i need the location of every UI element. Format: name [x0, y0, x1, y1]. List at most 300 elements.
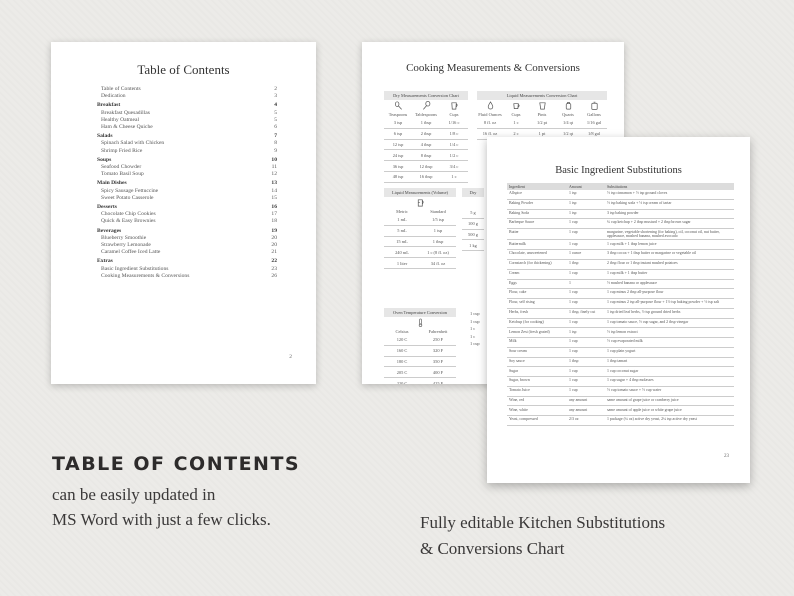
- liquid-icons: [477, 100, 607, 111]
- table-cell: 16 tbsp: [419, 174, 433, 180]
- ingredient-cell: Allspice: [507, 190, 567, 199]
- table-cell: 1/2 c: [449, 152, 459, 158]
- table-row: [507, 328, 734, 338]
- measuring-jug-icon: [416, 198, 425, 207]
- substitution-cell: ½ tsp baking soda + ½ tsp cream of tartar: [605, 199, 734, 209]
- thermometer-icon: [416, 318, 425, 327]
- toc-entry-label: Seafood Chowder: [101, 164, 142, 171]
- substitution-cell: 1 tbsp tamari: [605, 357, 734, 367]
- amount-cell: 1 cup: [567, 289, 605, 299]
- dry-icons: [384, 100, 468, 111]
- toc-entry-page: 12: [271, 171, 277, 178]
- table-row: [384, 140, 468, 151]
- toc-entry-label: Main Dishes: [97, 180, 127, 187]
- table-row: [507, 416, 734, 426]
- table-cell: 1 c (8 fl. oz): [427, 249, 449, 255]
- amount-cell: any amount: [567, 396, 605, 406]
- toc-section: [97, 180, 277, 187]
- table-cell: 220 C: [396, 380, 408, 384]
- table-cell: 34 fl. oz: [430, 260, 446, 266]
- substitution-cell: same amount of grape juice or cranberry juice: [605, 396, 734, 406]
- toc-entry-page: 5: [274, 116, 277, 123]
- substitution-cell: 3 tsp baking powder: [605, 209, 734, 219]
- substitutions-title: Basic Ingredient Substitutions: [555, 165, 682, 176]
- table-row: [477, 118, 607, 129]
- table-row: [507, 318, 734, 328]
- table-cell: 350 F: [432, 358, 444, 364]
- toc-section: [97, 204, 277, 211]
- amount-cell: 1 cup: [567, 386, 605, 396]
- toc-entry: [97, 110, 277, 117]
- table-cell: 1/16 gal: [586, 120, 602, 126]
- table-cell: 3/4 c: [449, 163, 459, 169]
- column-header: Tablespoons: [415, 112, 437, 117]
- toc-entry: [97, 211, 277, 218]
- conversions-title: Cooking Measurements & Conversions: [406, 62, 580, 74]
- table-cell: 12 tbsp: [419, 163, 433, 169]
- col-ingredient: Ingredient: [507, 183, 567, 190]
- toc-entry-page: 18: [271, 218, 277, 225]
- col-amount: Amount: [567, 183, 605, 190]
- table-row: [462, 219, 484, 230]
- substitution-cell: 1 cup tomato sauce, ½ cup sugar, and 2 tbsp vinegar: [605, 318, 734, 328]
- table-cell: 1 tbsp: [432, 238, 444, 244]
- oven-heading: Oven Temperature Conversion: [384, 308, 456, 317]
- liquid-measurements-table: [477, 91, 607, 140]
- column-header: Standard: [430, 209, 446, 214]
- toc-entry: [97, 148, 277, 155]
- table-cell: 425 F: [432, 380, 444, 384]
- liquid-volume-rows: [384, 215, 456, 269]
- table-cell: 1/2 pt: [536, 120, 548, 126]
- table-row: [507, 279, 734, 289]
- toc-entry: [97, 124, 277, 131]
- amount-cell: 1 cup: [567, 377, 605, 387]
- table-row: [384, 346, 456, 357]
- ingredient-cell: Flour, cake: [507, 289, 567, 299]
- ingredient-cell: Milk: [507, 338, 567, 348]
- toc-list: [97, 86, 277, 280]
- table-row: [507, 190, 734, 199]
- ingredient-cell: Chocolate, unsweetened: [507, 250, 567, 260]
- toc-entry: [97, 171, 277, 178]
- ingredient-cell: Cornstarch (for thickening): [507, 259, 567, 269]
- fragment-text: 1 cup: [470, 341, 480, 346]
- ingredient-cell: Soy sauce: [507, 357, 567, 367]
- toc-section: [97, 157, 277, 164]
- toc-section: [97, 133, 277, 140]
- toc-entry-label: Quick & Easy Brownies: [101, 218, 156, 225]
- substitution-cell: 1 cup coconut sugar: [605, 367, 734, 377]
- table-cell: 3 tsp: [393, 120, 403, 126]
- substitutions-table: [507, 183, 734, 426]
- dry-weight-heading: Dry: [462, 188, 484, 197]
- toc-entry: [97, 249, 277, 256]
- substitution-cell: 1 package (¼ oz) active dry yeast, 2¼ tsp active dry yeast: [605, 416, 734, 426]
- toc-entry-label: Basic Ingredient Substitutions: [101, 265, 169, 272]
- teaspoon-icon: [394, 101, 403, 110]
- amount-cell: 1 cup: [567, 219, 605, 229]
- toc-title: Table of Contents: [137, 62, 230, 77]
- toc-entry-label: Table of Contents: [101, 86, 141, 92]
- dry-measurements-table: [384, 91, 468, 183]
- substitution-cell: 1 cup minus 2 tbsp all-purpose flour: [605, 289, 734, 299]
- table-cell: 1 mL: [397, 217, 407, 223]
- amount-cell: 1 tbsp: [567, 259, 605, 269]
- toc-entry-page: 7: [274, 133, 277, 140]
- toc-entry-page: 20: [271, 242, 277, 249]
- oven-rows: [384, 335, 456, 384]
- amount-cell: 1 cup: [567, 229, 605, 240]
- table-cell: 8 tbsp: [420, 152, 432, 158]
- table-row: [507, 289, 734, 299]
- amount-cell: 1 tsp: [567, 199, 605, 209]
- substitutions-page: [487, 137, 750, 483]
- dry-weight-table: [462, 188, 484, 251]
- toc-entry-label: Breakfast: [97, 102, 121, 109]
- liquid-volume-table: [384, 188, 456, 269]
- table-cell: 400 F: [432, 369, 444, 375]
- ingredient-cell: Flour, self rising: [507, 299, 567, 309]
- table-cell: 1 c: [451, 174, 457, 180]
- table-cell: 1 tbsp: [420, 120, 432, 126]
- substitution-cell: ½ cup tomato sauce + ½ cup water: [605, 386, 734, 396]
- oven-icons: [384, 317, 456, 328]
- table-row: [462, 208, 484, 219]
- table-row: [384, 335, 456, 346]
- fragment-text: 1 c: [470, 326, 476, 331]
- toc-entry-page: 3: [274, 93, 277, 100]
- caption-line-3: Fully editable Kitchen Substitutions: [420, 513, 666, 532]
- caption-line-1: can be easily updated in: [52, 485, 216, 504]
- toc-entry-label: Blueberry Smoothie: [101, 234, 147, 241]
- toc-entry-page: 13: [271, 180, 277, 187]
- toc-page-number: 2: [289, 354, 292, 360]
- toc-entry-page: 11: [271, 164, 277, 171]
- column-header: Celsius: [395, 329, 409, 334]
- table-row: [384, 118, 468, 129]
- toc-entry: [97, 266, 277, 273]
- column-header: Teaspoons: [388, 112, 408, 117]
- table-cell: 1 kg: [469, 242, 477, 248]
- toc-page: [51, 42, 316, 384]
- table-row: [507, 347, 734, 357]
- measuring-cup-icon: [450, 101, 459, 110]
- table-cell: 500 g: [468, 231, 478, 237]
- toc-entry-page: 15: [271, 194, 277, 201]
- amount-cell: 1 cup: [567, 318, 605, 328]
- toc-entry-page: 17: [271, 211, 277, 218]
- toc-entry-label: Breakfast Quesadillas: [101, 109, 150, 116]
- toc-entry-label: Desserts: [97, 204, 117, 211]
- toc-entry: [97, 164, 277, 171]
- table-row: [507, 357, 734, 367]
- table-row: [462, 230, 484, 241]
- table-cell: 5 mL: [397, 228, 407, 234]
- column-header: Fluid Ounces: [478, 112, 502, 117]
- table-row: [384, 161, 468, 172]
- substitution-cell: 1 cup minus 2 tsp all-purpose flour + 1½ tsp baking powder + ½ tsp salt: [605, 299, 734, 309]
- table-row: [384, 226, 456, 237]
- toc-entry: [97, 140, 277, 147]
- toc-entry: [97, 117, 277, 124]
- toc-section: [97, 102, 277, 109]
- cup-icon: [512, 101, 521, 110]
- toc-section: [97, 228, 277, 235]
- amount-cell: 1 cup: [567, 338, 605, 348]
- ingredient-cell: Sugar, brown: [507, 377, 567, 387]
- table-cell: 240 mL: [395, 249, 409, 255]
- dry-weight-rows: [462, 208, 484, 251]
- substitution-cell: 1 cup milk + 1 tbsp butter: [605, 269, 734, 279]
- substitution-cell: ½ cup evaporated milk: [605, 338, 734, 348]
- table-cell: 100 g: [468, 221, 478, 227]
- table-cell: 24 tsp: [392, 152, 404, 158]
- table-cell: 15 mL: [396, 238, 408, 244]
- ingredient-cell: Eggs: [507, 279, 567, 289]
- toc-section: [97, 258, 277, 265]
- toc-entry-page: 23: [271, 265, 277, 272]
- table-cell: 180 C: [396, 358, 408, 364]
- toc-entry: [97, 273, 277, 280]
- table-cell: 205 C: [396, 369, 408, 375]
- amount-cell: 1 cup: [567, 240, 605, 250]
- substitution-cell: ½ tsp lemon extract: [605, 328, 734, 338]
- substitution-cell: ½ tsp cinnamon + ½ tsp ground cloves: [605, 190, 734, 199]
- toc-entry-page: 4: [274, 102, 277, 109]
- table-row: [384, 215, 456, 226]
- table-row: [384, 172, 468, 183]
- toc-entry: [97, 218, 277, 225]
- column-header: Quarts: [562, 112, 574, 117]
- table-cell: 4 tbsp: [420, 141, 432, 147]
- toc-entry-page: 10: [271, 156, 277, 163]
- toc-entry: [97, 86, 277, 93]
- table-cell: 1/2 qt: [562, 131, 574, 137]
- toc-entry-page: 16: [271, 204, 277, 211]
- table-row: [507, 269, 734, 279]
- substitution-cell: 1 cup plain yogurt: [605, 347, 734, 357]
- table-row: [507, 377, 734, 387]
- toc-entry-label: Chocolate Chip Cookies: [101, 211, 156, 218]
- column-header: Pints: [537, 112, 547, 117]
- substitution-cell: ¾ cup ketchup + 2 tbsp mustard + 2 tbsp brown sugar: [605, 219, 734, 229]
- toc-entry-label: Spinach Salad with Chicken: [101, 140, 165, 147]
- table-cell: 2 tbsp: [420, 131, 432, 137]
- toc-entry-label: Shrimp Fried Rice: [101, 147, 143, 154]
- liquid-volume-icons: [384, 197, 456, 208]
- toc-entry-label: Salads: [97, 133, 113, 140]
- toc-entry-page: 8: [274, 140, 277, 147]
- toc-entry-page: 6: [274, 124, 277, 131]
- droplet-icon: [486, 101, 495, 110]
- gallon-icon: [590, 101, 599, 110]
- caption-line-4: & Conversions Chart: [420, 539, 565, 558]
- table-cell: 1/4 qt: [562, 120, 574, 126]
- table-cell: 250 F: [432, 337, 444, 343]
- ingredient-cell: Wine, white: [507, 406, 567, 416]
- dry-rows: [384, 118, 468, 183]
- substitution-cell: margarine, vegetable shortening (for baking), oil, coconut oil, nut butter, applesauce, mashed banana, mashed avocado: [605, 229, 734, 240]
- amount-cell: 1 cup: [567, 299, 605, 309]
- toc-entry-page: 19: [271, 227, 277, 234]
- ingredient-cell: Sugar: [507, 367, 567, 377]
- table-cell: 1 c: [513, 120, 519, 126]
- toc-entry-label: Soups: [97, 156, 112, 163]
- substitution-cell: 1 tsp dried leaf herbs, ½ tsp ground dried herbs: [605, 308, 734, 318]
- fragment-text: 1 cup: [470, 311, 480, 316]
- column-header: Cups: [511, 112, 521, 117]
- tablespoon-icon: [422, 101, 431, 110]
- column-header: Gallons: [587, 112, 601, 117]
- table-cell: 8 fl. oz: [483, 120, 497, 126]
- table-cell: 36 tsp: [392, 163, 404, 169]
- ingredient-cell: Cream: [507, 269, 567, 279]
- toc-entry-label: Beverages: [97, 227, 122, 234]
- table-row: [384, 258, 456, 269]
- amount-cell: 1 ounce: [567, 250, 605, 260]
- caption-line-2: MS Word with just a few clicks.: [52, 510, 271, 529]
- table-row: [507, 308, 734, 318]
- table-row: [384, 237, 456, 248]
- amount-cell: 1 tbsp, finely cut: [567, 308, 605, 318]
- ingredient-cell: Ketchup (for cooking): [507, 318, 567, 328]
- amount-cell: 1 cup: [567, 269, 605, 279]
- toc-entry-page: 2: [274, 86, 277, 92]
- ingredient-cell: Butter: [507, 229, 567, 240]
- table-row: [384, 378, 456, 384]
- ingredient-cell: Yeast, compressed: [507, 416, 567, 426]
- ingredient-cell: Lemon Zest (fresh grated): [507, 328, 567, 338]
- amount-cell: 1 cup: [567, 367, 605, 377]
- toc-entry-label: Cooking Measurements & Conversions: [101, 272, 190, 279]
- amount-cell: 1 tbsp: [567, 357, 605, 367]
- column-header: Cups: [449, 112, 459, 117]
- table-cell: 16 fl. oz: [482, 131, 498, 137]
- table-row: [384, 357, 456, 368]
- dry-columns: [384, 111, 468, 118]
- subs-page-number: 23: [724, 454, 729, 459]
- substitution-cell: 1 cup sugar + 4 tbsp molasses: [605, 377, 734, 387]
- amount-cell: 1 tsp: [567, 190, 605, 199]
- table-row: [507, 199, 734, 209]
- substitutions-rows: [507, 190, 734, 425]
- table-cell: 2 c: [513, 131, 519, 137]
- toc-entry-page: 20: [271, 234, 277, 241]
- substitution-cell: 3 tbsp cocoa + 1 tbsp butter or margarine or vegetable oil: [605, 250, 734, 260]
- substitution-cell: 2 tbsp flour or 1 tbsp instant mashed potatoes: [605, 259, 734, 269]
- toc-entry-page: 9: [274, 147, 277, 154]
- oven-columns: [384, 328, 456, 335]
- table-cell: 1 pt: [538, 131, 546, 137]
- table-cell: 12 tsp: [392, 141, 404, 147]
- oven-temperature-table: [384, 308, 456, 384]
- column-header: Fahrenheit: [428, 329, 448, 334]
- fragment-text: 1 c: [470, 333, 476, 339]
- table-row: [507, 299, 734, 309]
- toc-entry-page: 26: [271, 272, 277, 279]
- toc-entry: [97, 93, 277, 100]
- toc-entry-page: 22: [271, 258, 277, 265]
- substitution-cell: ½ mashed banana or applesauce: [605, 279, 734, 289]
- table-row: [507, 229, 734, 240]
- toc-entry: [97, 235, 277, 242]
- liquid-columns: [477, 111, 607, 118]
- table-row: [507, 386, 734, 396]
- table-row: [507, 259, 734, 269]
- ingredient-cell: Tomato Juice: [507, 386, 567, 396]
- liquid-volume-heading: Liquid Measurements (Volume): [384, 188, 456, 197]
- table-row: [384, 247, 456, 258]
- hidden-table-fragment: [470, 310, 488, 348]
- ingredient-cell: Sour cream: [507, 347, 567, 357]
- toc-entry-label: Sweet Potato Casserole: [101, 194, 154, 201]
- toc-entry-label: Spicy Sausage Fettuccine: [101, 187, 159, 194]
- toc-entry-page: 21: [271, 249, 277, 256]
- table-cell: 48 tsp: [392, 174, 404, 180]
- toc-entry-page: 5: [274, 109, 277, 116]
- table-row: [507, 367, 734, 377]
- column-header: Metric: [396, 209, 408, 214]
- toc-entry: [97, 195, 277, 202]
- table-cell: 1/5 tsp: [432, 217, 444, 223]
- amount-cell: 1 tsp: [567, 328, 605, 338]
- ingredient-cell: Barbeque Sauce: [507, 219, 567, 229]
- table-cell: 1 liter: [396, 260, 408, 266]
- amount-cell: 1 cup: [567, 347, 605, 357]
- table-row: [462, 240, 484, 251]
- table-row: [507, 240, 734, 250]
- table-cell: 6 tsp: [393, 131, 403, 137]
- amount-cell: 1: [567, 279, 605, 289]
- amount-cell: 2/3 oz: [567, 416, 605, 426]
- liquid-volume-columns: [384, 208, 456, 215]
- ingredient-cell: Baking Powder: [507, 199, 567, 209]
- toc-entry-label: Dedication: [101, 93, 126, 100]
- pint-icon: [538, 101, 547, 110]
- table-cell: 120 C: [396, 337, 408, 343]
- table-cell: 320 F: [432, 348, 444, 354]
- table-cell: 5 g: [470, 210, 476, 216]
- table-row: [384, 129, 468, 140]
- toc-entry-label: Strawberry Lemonade: [101, 242, 151, 249]
- toc-entry-label: Tomato Basil Soup: [101, 171, 144, 178]
- quart-icon: [564, 101, 573, 110]
- caption-heading: TABLE OF CONTENTS: [52, 453, 301, 475]
- ingredient-cell: Baking Soda: [507, 209, 567, 219]
- table-row: [507, 219, 734, 229]
- table-cell: 160 C: [396, 348, 408, 354]
- amount-cell: 1 tsp: [567, 209, 605, 219]
- table-cell: 1/4 c: [449, 141, 459, 147]
- toc-entry-page: 14: [271, 187, 277, 194]
- table-row: [384, 367, 456, 378]
- col-substitutions: Substitutions: [605, 183, 734, 190]
- toc-entry: [97, 188, 277, 195]
- dry-heading: Dry Measurements Conversion Chart: [384, 91, 468, 100]
- table-cell: 1/8 gal: [587, 131, 601, 137]
- ingredient-cell: Wine, red: [507, 396, 567, 406]
- table-cell: 1/16 c: [448, 120, 460, 126]
- toc-entry-label: Ham & Cheese Quiche: [101, 124, 153, 131]
- table-row: [507, 338, 734, 348]
- table-cell: 1/8 c: [449, 131, 459, 137]
- substitution-cell: same amount of apple juice or white grape juice: [605, 406, 734, 416]
- toc-entry-label: Caramel Coffee Iced Latte: [101, 249, 161, 256]
- liquid-heading: Liquid Measurements Conversion Chart: [477, 91, 607, 100]
- table-row: [507, 250, 734, 260]
- ingredient-cell: Buttermilk: [507, 240, 567, 250]
